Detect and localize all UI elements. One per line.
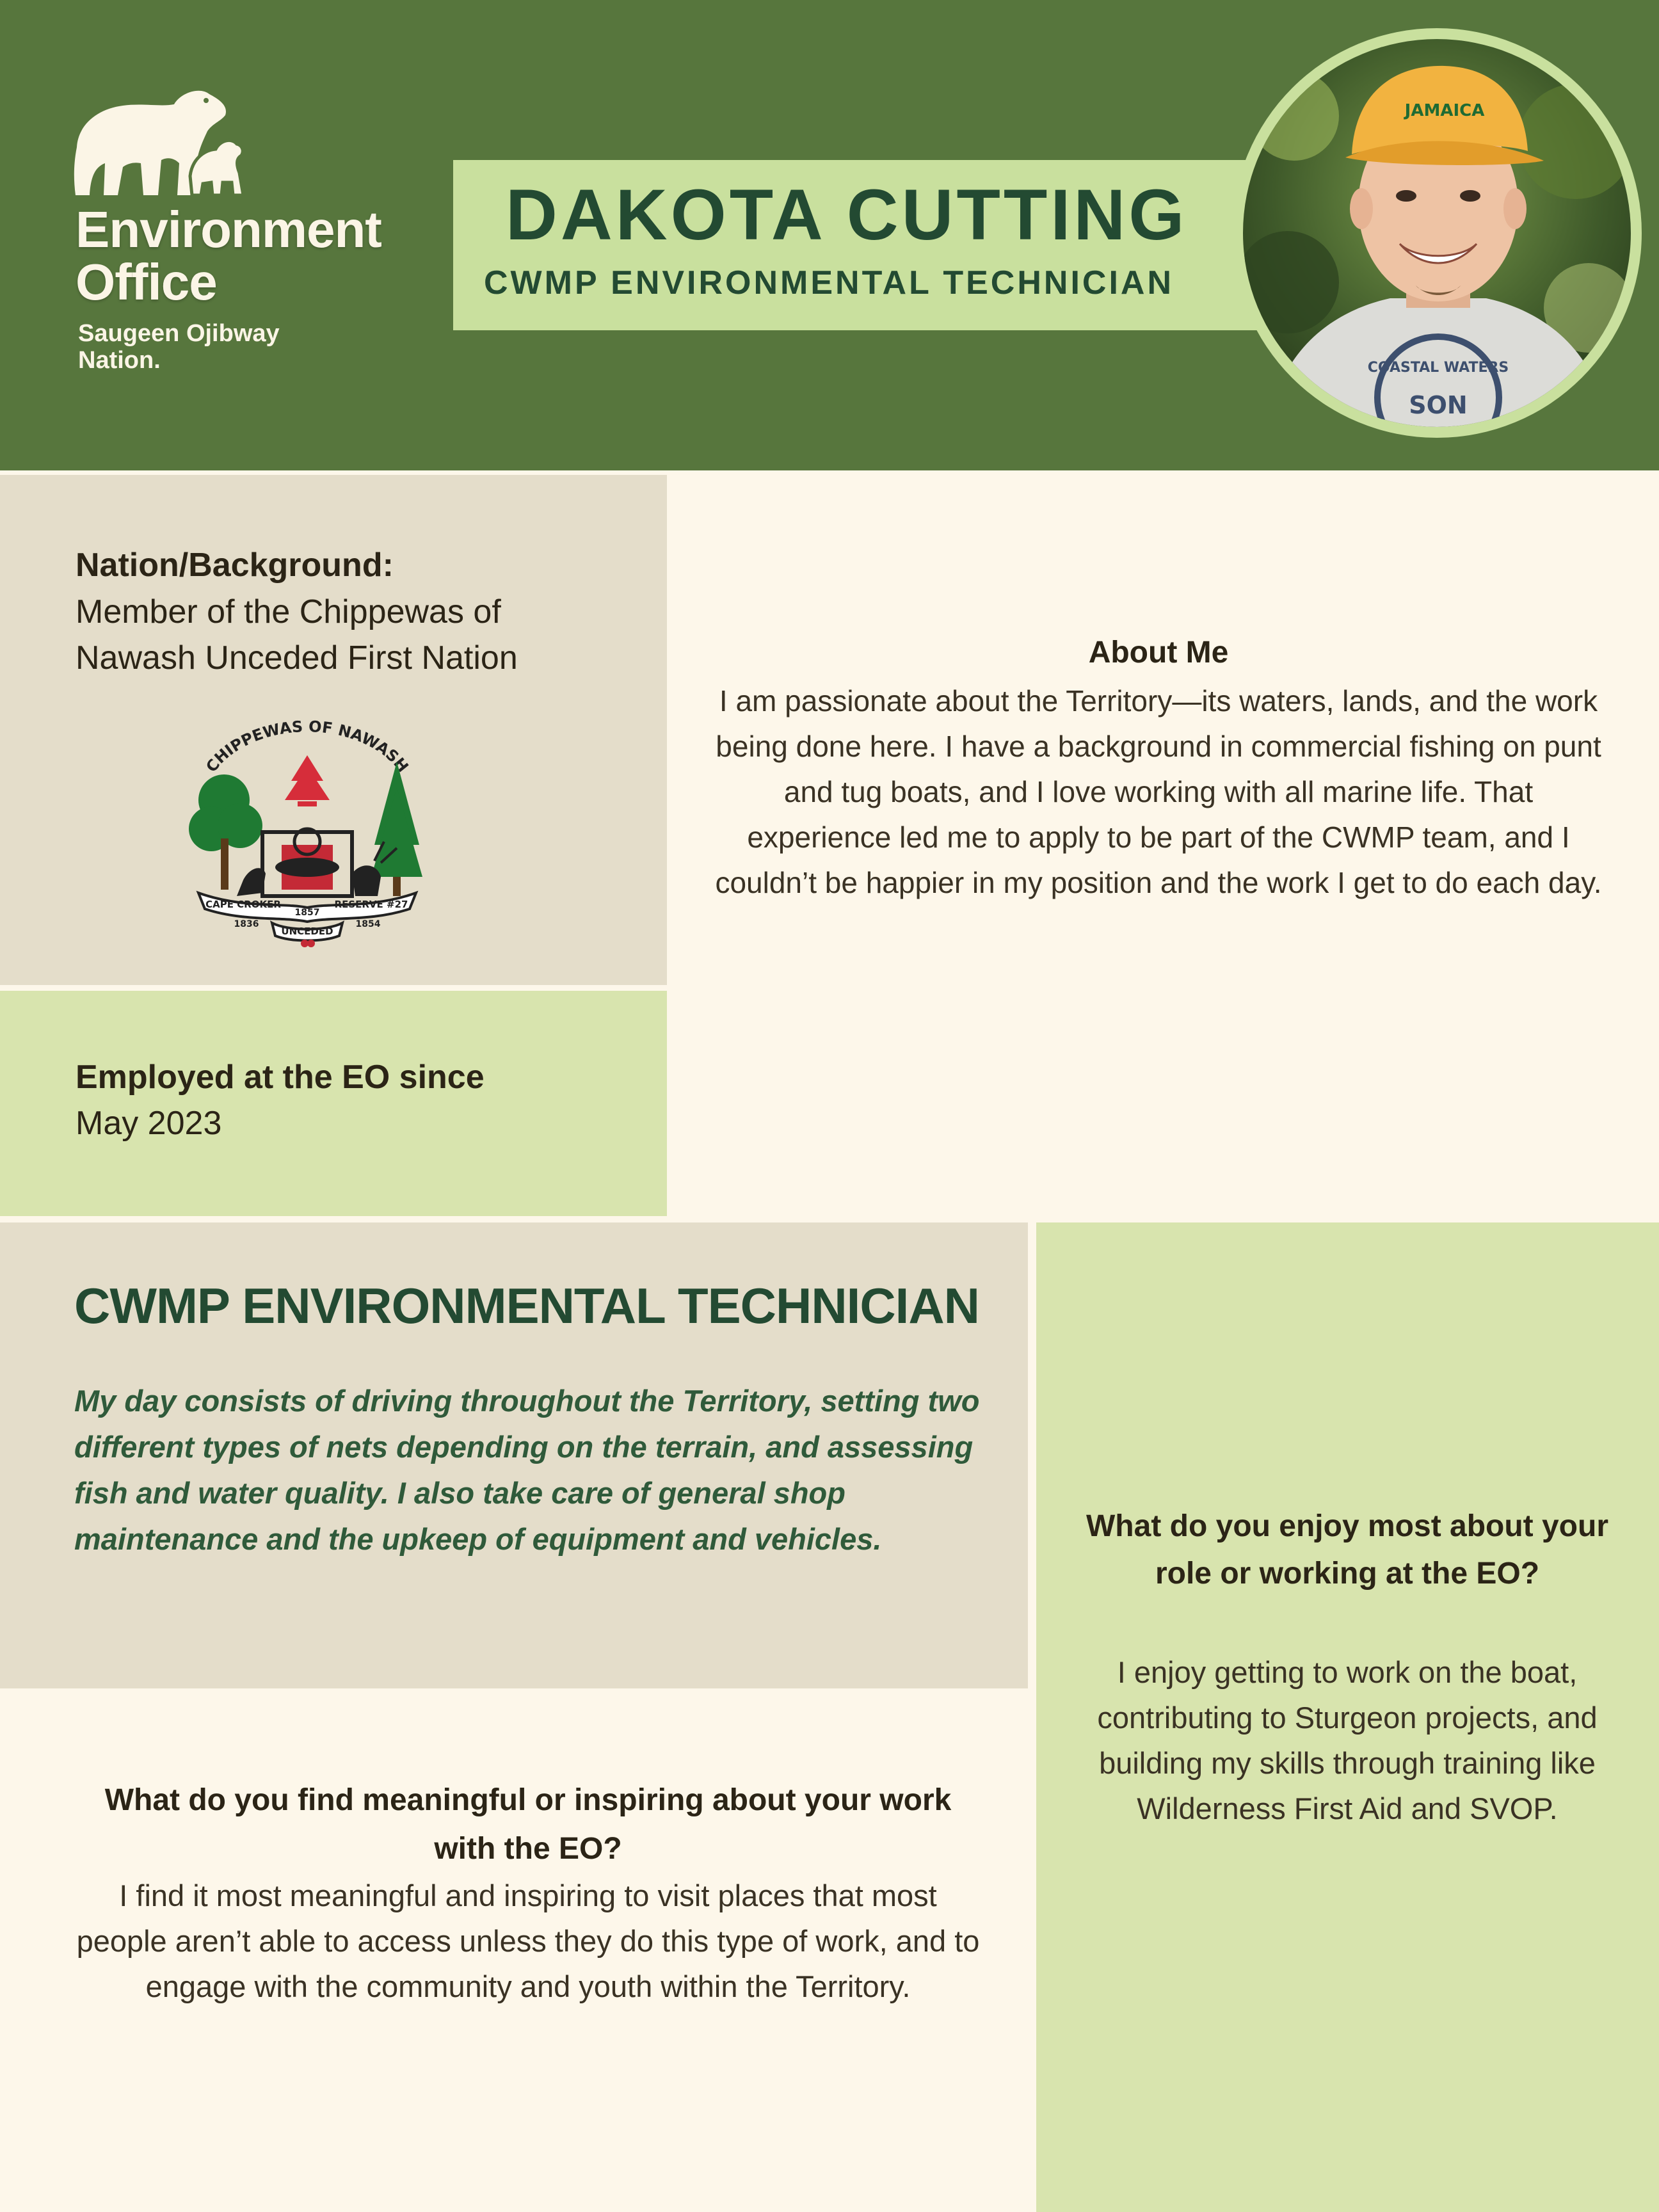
environment-office-title (76, 201, 381, 310)
logo-title-line1: Environment (76, 201, 381, 258)
nation-label: Nation/Background: (76, 547, 394, 584)
employed-value: May 2023 (76, 1105, 222, 1142)
about-me-title: About Me (1088, 636, 1229, 669)
cap-text: JAMAICA (1404, 101, 1485, 120)
role-description-text: My day consists of driving throughout the Territory, setting two different types of nets depending on the terrain, and assessing fish and water quality. I also take care of general shop maintenance and the upkeep of equipment and vehicles. (74, 1384, 980, 1556)
seal-year-left: 1836 (234, 919, 259, 929)
seal-arc-text: CHIPPEWAS OF NAWASH (202, 717, 412, 776)
chippewas-of-nawash-seal-icon (186, 717, 429, 947)
employee-name: DAKOTA CUTTING (506, 175, 1188, 255)
about-me-text: I am passionate about the Territory—its waters, lands, and the work being done here. I have a background in commercial fishing on punt and tug boats, and I love working with all marine life. That experience led me to apply to be part of the CWMP team, and I couldn’t be happier in my position and the work I get to do each day. (715, 684, 1602, 899)
enjoy-answer: I enjoy getting to work on the boat, contributing to Sturgeon projects, and building my skills through training like Wilderness First Aid and SVOP. (1097, 1655, 1598, 1825)
portrait-photo (1243, 39, 1631, 427)
seal-year-center: 1857 (294, 908, 320, 918)
logo-subtitle-line1: Saugeen Ojibway (78, 320, 280, 347)
seal-ribbon-left: CAPE CROKER (205, 899, 281, 910)
logo-title-line2: Office (76, 253, 217, 310)
seal-ribbon-bottom: UNCEDED (281, 926, 333, 937)
shirt-badge-text: SON (1409, 391, 1468, 419)
role-heading: CWMP ENVIRONMENTAL TECHNICIAN (74, 1278, 979, 1334)
logo-subtitle-line2: Nation. (78, 347, 161, 374)
seal-ribbon-right: RESERVE #27 (334, 899, 408, 910)
bear-family-logo-icon (72, 86, 264, 202)
meaningful-question: What do you find meaningful or inspiring about your work with the EO? (104, 1783, 952, 1866)
nation-subtitle (78, 320, 280, 374)
employed-label: Employed at the EO since (76, 1059, 485, 1096)
shirt-logo-text: COASTAL WATERS (1367, 360, 1509, 376)
meaningful-answer: I find it most meaningful and inspiring to visit places that most people aren’t able to access unless they do this type of work, and to engage with the community and youth within the Territory. (76, 1879, 980, 2003)
seal-year-right: 1854 (355, 919, 381, 929)
person-photo-illustration (1243, 39, 1631, 427)
employee-role: CWMP ENVIRONMENTAL TECHNICIAN (484, 264, 1174, 301)
nation-value: Member of the Chippewas of Nawash Unceded First Nation (76, 593, 518, 677)
enjoy-question: What do you enjoy most about your role or working at the EO? (1086, 1509, 1608, 1591)
